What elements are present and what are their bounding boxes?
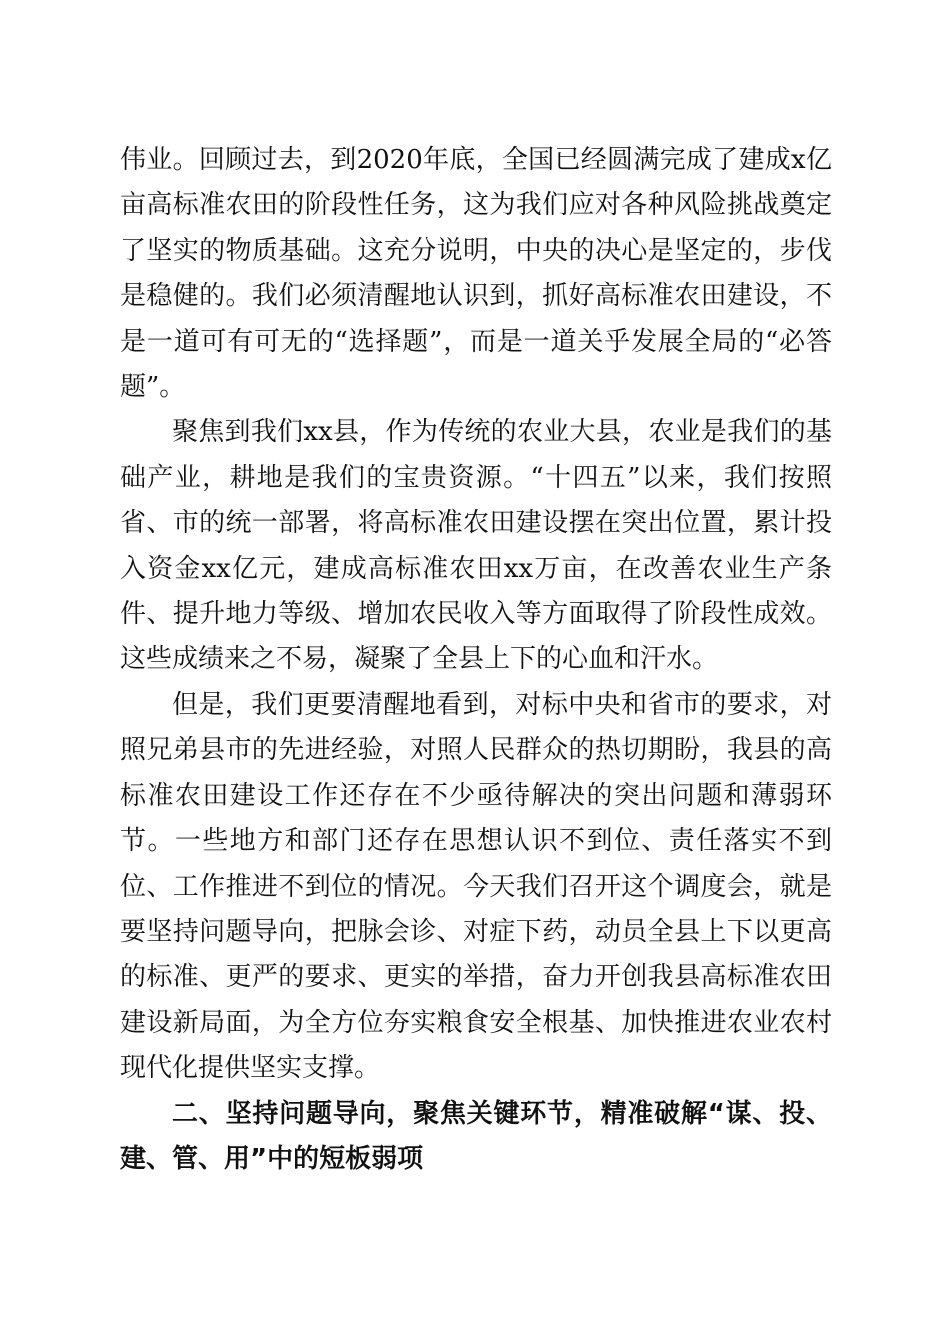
section-heading: 二、坚持问题导向，聚焦关键环节，精准破解“谋、投、建、管、用”中的短板弱项 bbox=[120, 1098, 832, 1174]
paragraph-continuation: 伟业。回顾过去，到2020年底，全国已经圆满完成了建成x亿亩高标准农田的阶段性任务，这为我们应对各种风险挑战奠定了坚实的物质基础。这充分说明，中央的决心是坚定的，步伐是稳健的。我们必须清醒地认识到，抓好高标准农田建设，不是一道可有可无的“选择题”，而是一道关乎发展全局的“必答题”。 bbox=[120, 145, 832, 403]
paragraph-problems: 但是，我们更要清醒地看到，对标中央和省市的要求，对照兄弟县市的先进经验，对照人民群众的热切期盼，我县的高标准农田建设工作还存在不少亟待解决的突出问题和薄弱环节。一些地方和部门还存在思想认识不到位、责任落实不到位、工作推进不到位的情况。今天我们召开这个调度会，就是要坚持问题导向，把脉会诊、对症下药，动员全县上下以更高的标准、更严的要求、更实的举措，奋力开创我县高标准农田建设新局面，为全方位夯实粮食安全根基、加快推进农业农村现代化提供坚实支撑。 bbox=[120, 689, 832, 1084]
paragraph-county-overview: 聚焦到我们xx县，作为传统的农业大县，农业是我们的基础产业，耕地是我们的宝贵资源。“十四五”以来，我们按照省、市的统一部署，将高标准农田建设摆在突出位置，累计投入资金xx亿元，建成高标准农田xx万亩，在改善农业生产条件、提升地力等级、增加农民收入等方面取得了阶段性成效。这些成绩来之不易，凝聚了全县上下的心血和汗水。 bbox=[120, 417, 832, 675]
document-body bbox=[120, 138, 832, 1182]
